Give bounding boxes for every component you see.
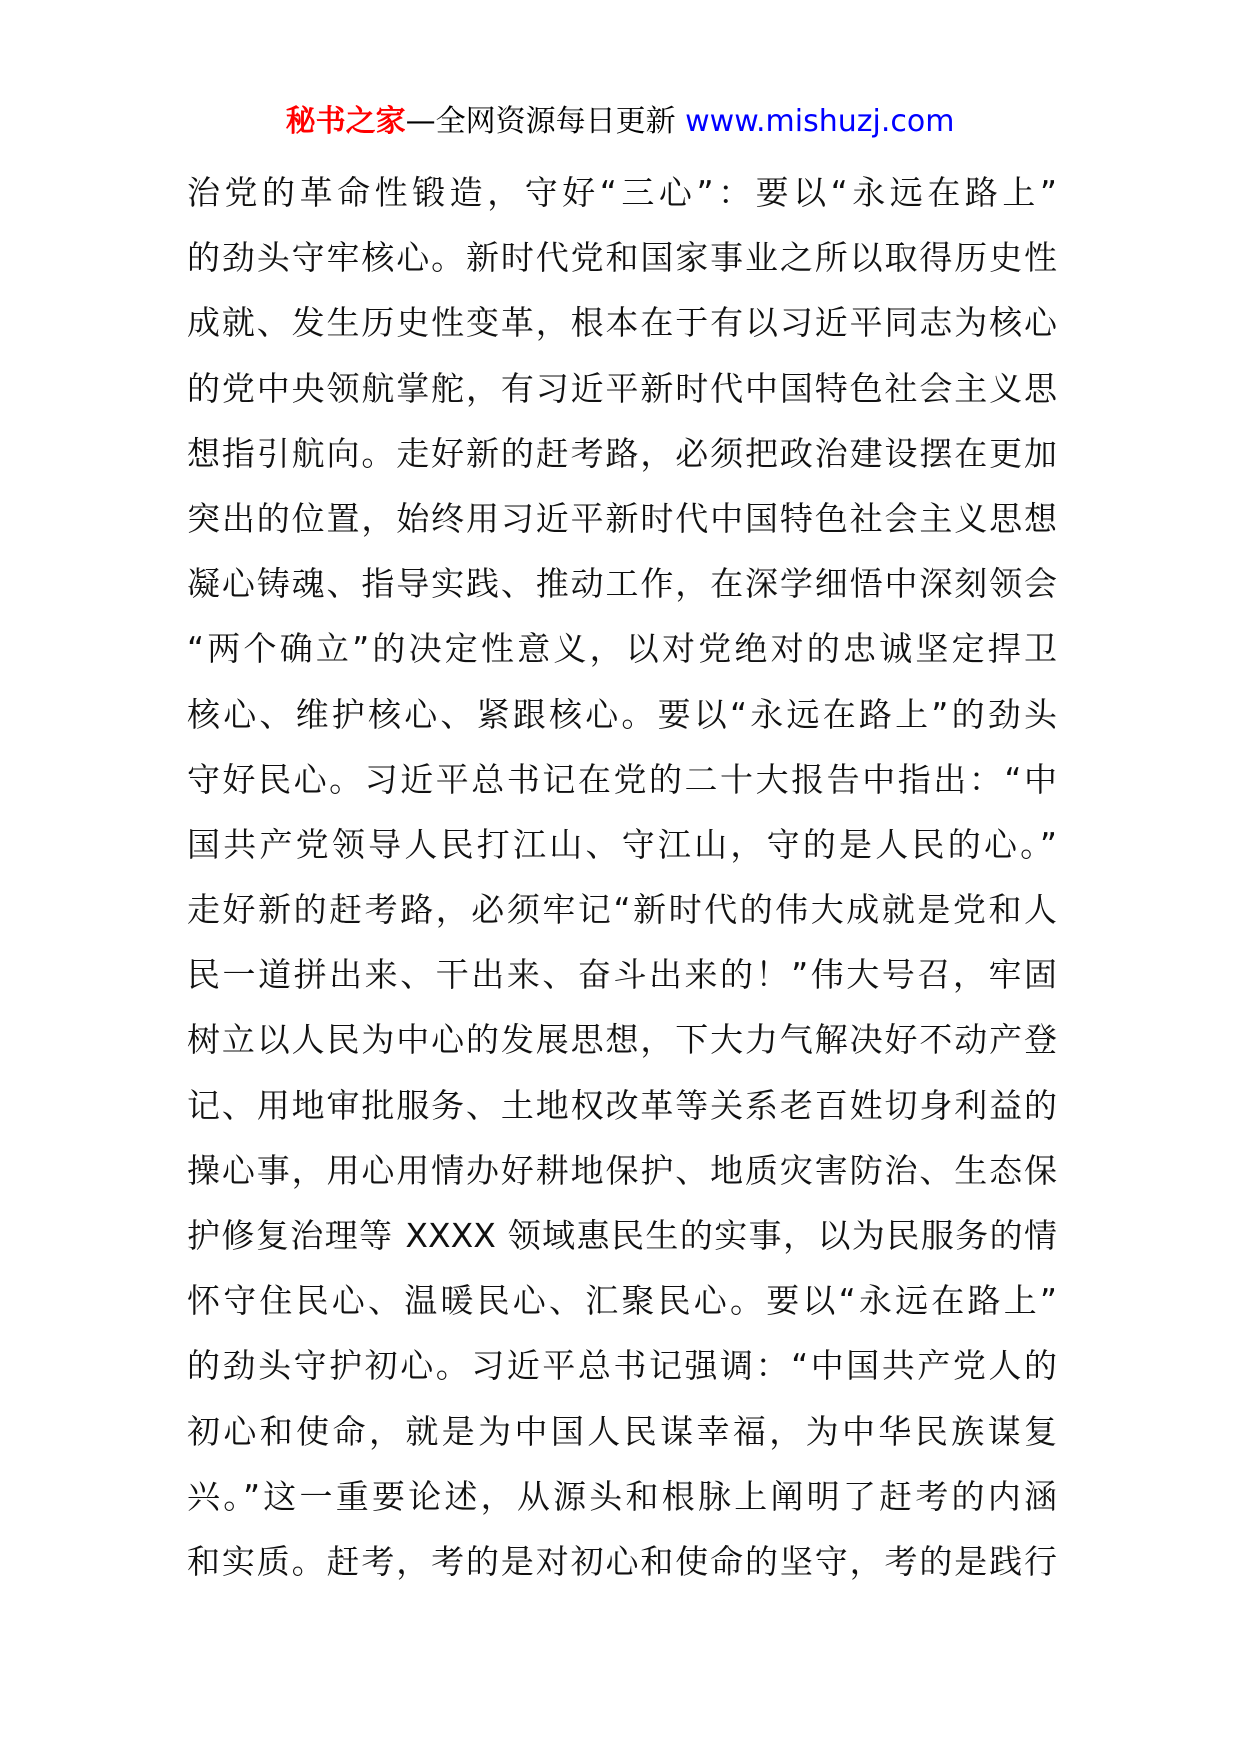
text-line: 怀守住民心、温暖民心、汇聚民心。要以“永远在路上” [187, 1281, 1057, 1321]
brand-title: 秘书之家 [285, 104, 406, 139]
text-line: 凝心铸魂、指导实践、推动工作，在深学细悟中深刻领会 [187, 564, 1057, 604]
text-line: “两个确立”的决定性意义，以对党绝对的忠诚坚定捍卫 [187, 629, 1057, 669]
text-line: 民一道拼出来、干出来、奋斗出来的！”伟大号召，牢固 [187, 955, 1057, 995]
text-line: 的劲头守牢核心。新时代党和国家事业之所以取得历史性 [187, 238, 1057, 278]
text-line: 走好新的赶考路，必须牢记“新时代的伟大成就是党和人 [187, 890, 1057, 930]
text-line: 记、用地审批服务、土地权改革等关系老百姓切身利益的 [187, 1085, 1057, 1125]
document-body [187, 160, 1057, 1594]
text-line: 成就、发生历史性变革，根本在于有以习近平同志为核心 [187, 303, 1057, 343]
text-line: 治党的革命性锻造，守好“三心”：要以“永远在路上” [187, 173, 1057, 212]
text-line: 操心事，用心用情办好耕地保护、地质灾害防治、生态保 [187, 1150, 1057, 1190]
site-url-link[interactable]: www.mishuzj.com [685, 104, 955, 139]
text-line: 护修复治理等 XXXX 领域惠民生的实事，以为民服务的情 [187, 1216, 1057, 1255]
text-line: 的劲头守护初心。习近平总书记强调：“中国共产党人的 [187, 1346, 1057, 1386]
text-line: 初心和使命，就是为中国人民谋幸福，为中华民族谋复 [187, 1411, 1057, 1451]
text-line: 和实质。赶考，考的是对初心和使命的坚守，考的是践行 [187, 1541, 1057, 1581]
header-tagline: —全网资源每日更新 [405, 104, 686, 139]
text-line: 兴。”这一重要论述，从源头和根脉上阐明了赶考的内涵 [187, 1476, 1057, 1516]
page-header [0, 100, 1240, 144]
text-line: 守好民心。习近平总书记在党的二十大报告中指出：“中 [187, 759, 1057, 799]
text-line: 的党中央领航掌舵，有习近平新时代中国特色社会主义思 [187, 368, 1057, 408]
text-line: 国共产党领导人民打江山、守江山，守的是人民的心。” [187, 824, 1057, 864]
text-line: 突出的位置，始终用习近平新时代中国特色社会主义思想 [187, 498, 1057, 538]
text-line: 核心、维护核心、紧跟核心。要以“永远在路上”的劲头 [187, 694, 1057, 734]
text-line: 想指引航向。走好新的赶考路，必须把政治建设摆在更加 [187, 433, 1057, 473]
text-line: 树立以人民为中心的发展思想，下大力气解决好不动产登 [187, 1020, 1057, 1060]
